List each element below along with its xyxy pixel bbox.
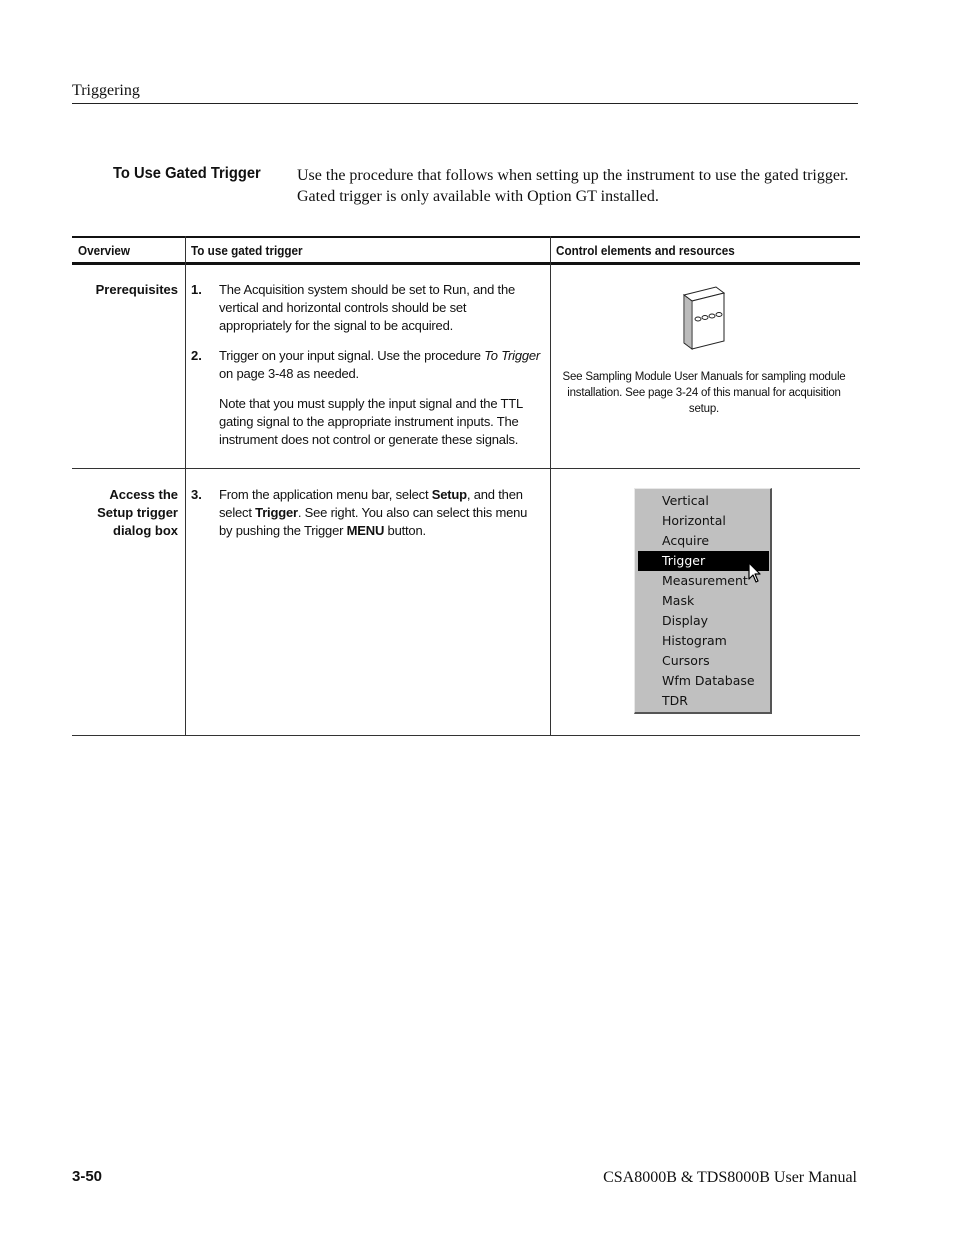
column-divider [185, 236, 186, 736]
procedure-step [191, 486, 541, 540]
step-text: The Acquisition system should be set to Run, and the vertical and horizontal controls should be set appropriately for the signal to be acquired. [219, 282, 516, 333]
ui-term-menu: MENU [346, 523, 385, 538]
ui-term-trigger: Trigger [255, 505, 298, 520]
step-text-part: Trigger on your input signal. Use the procedure [219, 348, 485, 363]
mouse-pointer-icon [748, 562, 762, 584]
procedure-step [191, 281, 541, 335]
step-number: 1. [191, 282, 202, 297]
step-text-part: , and then select [219, 487, 523, 520]
step-text-part: . See right. You also can select this menu by pushing the Trigger [219, 505, 528, 538]
menu-item-horizontal[interactable]: Horizontal [662, 513, 726, 528]
note-text: Note that you must supply the input signal and the TTL gating signal to the appropriate instrument inputs. The instrument does not control or generate these signals. [219, 396, 523, 447]
section-heading: To Use Gated Trigger [113, 165, 261, 182]
table-top-rule [72, 236, 860, 238]
menu-item-mask[interactable]: Mask [662, 593, 695, 608]
step-text [219, 347, 541, 383]
menu-item-vertical[interactable]: Vertical [662, 493, 709, 508]
header-rule [72, 103, 858, 104]
procedure-reference: To Trigger [484, 348, 541, 363]
menu-item-tdr[interactable]: TDR [662, 693, 688, 708]
ui-term-setup: Setup [431, 487, 467, 502]
menu-item-histogram[interactable]: Histogram [662, 633, 727, 648]
menu-item-wfm-database[interactable]: Wfm Database [662, 673, 755, 688]
procedure-note [191, 395, 541, 449]
step-text-part: From the application menu bar, select [219, 487, 432, 502]
procedure-step [191, 347, 541, 383]
row-label-line: dialog box [113, 523, 178, 538]
menu-item-trigger[interactable]: Trigger [638, 551, 769, 571]
column-header-overview: Overview [78, 243, 131, 258]
menu-item-measurement[interactable]: Measurement [662, 573, 748, 588]
menu-item-acquire[interactable]: Acquire [662, 533, 710, 548]
step-text [219, 486, 541, 540]
column-divider [550, 236, 551, 736]
running-header: Triggering [72, 82, 140, 99]
setup-menu [634, 488, 772, 714]
column-header-resources: Control elements and resources [556, 243, 735, 258]
manual-title: CSA8000B & TDS8000B User Manual [603, 1169, 857, 1186]
step-number: 2. [191, 348, 202, 363]
table-bottom-rule [72, 735, 860, 736]
row-label-prerequisites: Prerequisites [95, 282, 178, 297]
row-label-access-setup [72, 486, 178, 540]
page-number: 3-50 [72, 1168, 103, 1185]
table-row-divider [72, 468, 860, 469]
step-number: 3. [191, 487, 202, 502]
procedure-table [72, 236, 860, 737]
menu-item-cursors[interactable]: Cursors [662, 653, 710, 668]
table-header-rule [72, 262, 860, 265]
step-text-part: on page 3-48 as needed. [219, 366, 359, 381]
step-text-part: button. [384, 523, 426, 538]
resource-caption: See Sampling Module User Manuals for sampling module installation. See page 3-24 of this manual for acquisition setup. [562, 371, 846, 415]
row-label-line: Access the [109, 487, 178, 502]
section-intro: Use the procedure that follows when setting up the instrument to use the gated trigger. Gated trigger is only available with Option GT installed. [297, 167, 849, 205]
manual-book-icon [676, 285, 732, 351]
row-label-line: Setup trigger [97, 505, 178, 520]
column-header-procedure: To use gated trigger [191, 243, 303, 258]
menu-item-display[interactable]: Display [662, 613, 709, 628]
